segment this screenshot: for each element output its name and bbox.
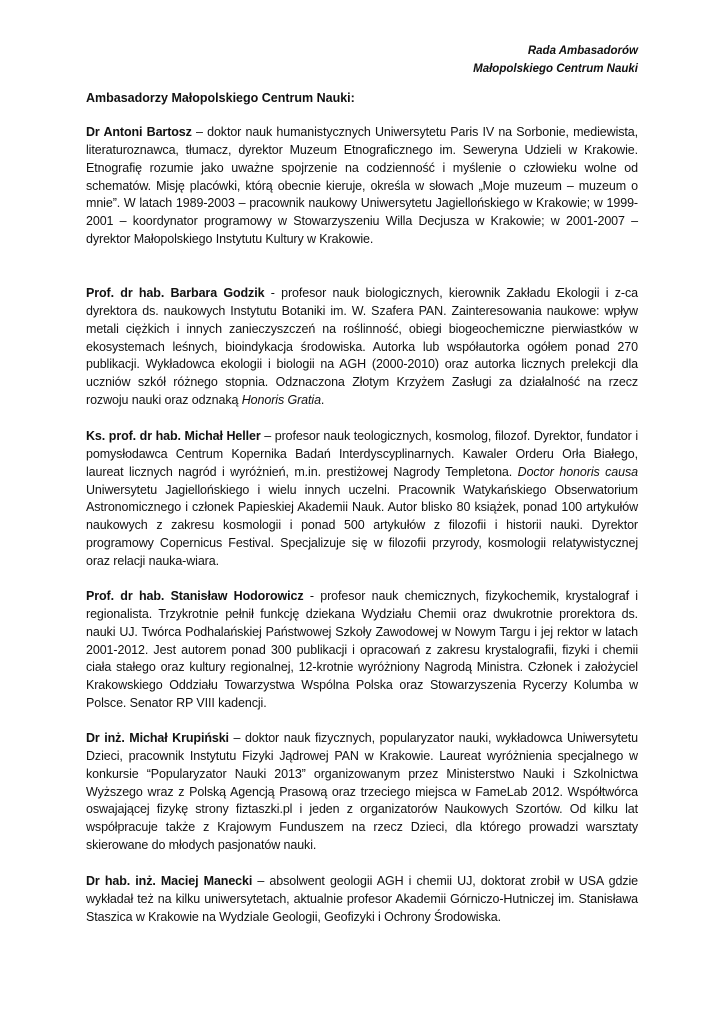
bio-paragraph-krupinski	[86, 730, 638, 855]
bio-tail: Uniwersytetu Jagiellońskiego i wielu innych uczelni. Pracownik Watykańskiego Obserwatorium Astronomicznego i członek Papieskiej Akademii Nauk. Autor blisko 80 książek, ponad 100 artykułów naukowych z zakresu kosmologii i ponad 500 artykułów z filozofii i historii nauki. Dyrektor programowy Copernicus Festival. Specjalizuje się w filozofii przyrody, kosmologii relatywistycznej oraz relacji nauka-wiara.	[86, 482, 638, 568]
bio-text: - profesor nauk biologicznych, kierownik Zakładu Ekologii i z-ca dyrektora ds. naukowych Instytutu Botaniki im. W. Szafera PAN. Zainteresowania naukowe: wpływ metali ciężkich i innych zanieczyszczeń na roślinność, obiegi biogeochemiczne pierwiastków w ekosystemach leśnych, bioindykacja środowiska. Autorka lub współautorka ogółem ponad 270 publikacji. Wykładowca ekologii i biologii na AGH (2000-2010) oraz autorka licznych prelekcji dla uczniów szkół różnego stopnia. Odznaczona Złotym Krzyżem Zasługi za działalność na rzecz rozwoju nauki oraz odznaką	[86, 286, 638, 408]
header-line-2: Małopolskiego Centrum Nauki	[473, 63, 638, 75]
bio-text: – doktor nauk humanistycznych Uniwersytetu Paris IV na Sorbonie, mediewista, literaturoznawca, tłumacz, dyrektor Muzeum Etnograficznego im. Seweryna Udzieli w Krakowie. Etnografię rozumie jako uważne spojrzenie na codzienność i myślenie o człowieku wolne od schematów. Misję placówki, którą obecnie kieruje, określa w słowach „Moje muzeum – muzeum o mnie”. W latach 1989-2003 – pracownik naukowy Uniwersytetu Jagiellońskiego w Krakowie; w 1999-2001 – koordynator programowy w Stowarzyszeniu Willa Decjusza w Krakowie; w 2001-2007 – dyrektor Małopolskiego Instytutu Kultury w Krakowie.	[86, 125, 638, 247]
bio-name: Dr inż. Michał Krupiński	[86, 731, 229, 745]
bio-name: Dr hab. inż. Maciej Manecki	[86, 874, 253, 888]
bio-italic: Honoris Gratia	[241, 393, 321, 408]
document-title: Ambasadorzy Małopolskiego Centrum Nauki:	[86, 91, 355, 105]
bio-name: Dr Antoni Bartosz	[86, 125, 192, 139]
bio-text: – absolwent geologii AGH i chemii UJ, doktorat zrobił w USA gdzie wykładał też na kilku uniwersytetach, aktualnie profesor Akademii Górniczo-Hutniczej im. Stanisława Staszica w Krakowie na Wydziale Geologii, Geofizyki i Ochrony Środowiska.	[86, 874, 638, 924]
bio-text: – doktor nauk fizycznych, popularyzator nauki, wykładowca Uniwersytetu Dzieci, pracownik Instytutu Fizyki Jądrowej PAN w Krakowie. Laureat wyróżnienia specjalnego w konkursie “Popularyzator Nauki 2013” organizowanym przez Ministerstwo Nauki i Szkolnictwa Wyższego wraz z Polską Agencją Prasową oraz trzeciego miejsca w FameLab 2012. Współtwórca oswajającej fizykę strony fiztaszki.pl i jeden z organizatorów Naukowych Szortów. Od kilku lat współpracuje także z Krajowym Funduszem na rzecz Dzieci, dla którego prowadzi warsztaty skierowane do młodych pasjonatów nauki.	[86, 731, 638, 853]
bio-text: – profesor nauk teologicznych, kosmolog, filozof. Dyrektor, fundator i pomysłodawca Centrum Kopernika Badań Interdyscyplinarnych. Kawaler Orderu Orła Białego, laureat licznych nagród i wyróżnień, m.in. prestiżowej Nagrody Templetona.	[86, 429, 638, 479]
bio-text: - profesor nauk chemicznych, fizykochemik, krystalograf i regionalista. Trzykrotnie pełnił funkcję dziekana Wydziału Chemii oraz dwukrotnie prorektora ds. nauki UJ. Twórca Podhalańskiej Państwowej Szkoły Zawodowej w Nowym Targu i jej rektor w latach 2001-2012. Jest autorem ponad 300 publikacji i opracowań z zakresu krystalografii, fizyki i chemii ciała stałego oraz kultury regionalnej, 12-krotnie wyróżniony Nagrodą Ministra. Członek i założyciel Krakowskiego Oddziału Towarzystwa Wspólna Polska oraz Stowarzyszenia Rycerzy Kolumba w Polsce. Senator RP VIII kadencji.	[86, 589, 638, 711]
document-header	[473, 42, 638, 78]
header-line-1: Rada Ambasadorów	[527, 45, 638, 57]
bio-name: Prof. dr hab. Stanisław Hodorowicz	[86, 589, 304, 603]
bio-paragraph-bartosz	[86, 124, 638, 249]
bio-paragraph-godzik	[86, 285, 638, 410]
bio-paragraph-hodorowicz	[86, 588, 638, 713]
bio-paragraph-heller	[86, 428, 638, 571]
bio-name: Ks. prof. dr hab. Michał Heller	[86, 429, 261, 443]
bio-name: Prof. dr hab. Barbara Godzik	[86, 286, 265, 300]
bio-paragraph-manecki	[86, 873, 638, 927]
bio-tail: .	[320, 393, 325, 408]
bio-italic: Doctor honoris causa	[517, 464, 638, 479]
